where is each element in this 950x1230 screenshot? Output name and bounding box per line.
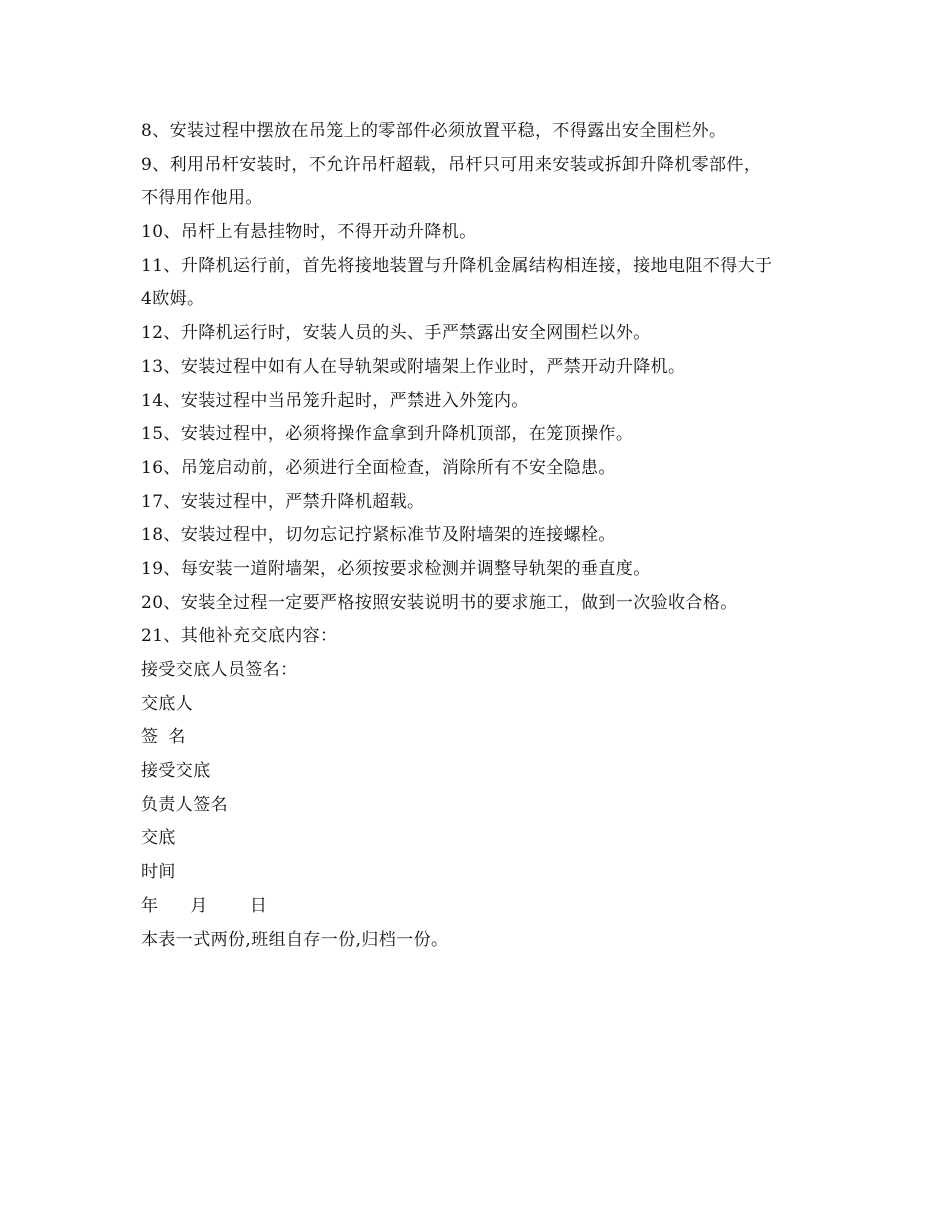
item-9: 9、利用吊杆安装时，不允许吊杆超载，吊杆只可用来安装或拆卸升降机零部件，: [141, 154, 762, 175]
sign-label: [141, 721, 821, 755]
year-label: 年: [141, 895, 159, 916]
receiver-label: 接受交底: [141, 761, 211, 782]
item-15: 15、安装过程中，必须将操作盒拿到升降机顶部，在笼顶操作。: [141, 424, 634, 445]
document-body: [141, 115, 821, 957]
item-21: 21、其他补充交底内容：: [141, 626, 338, 647]
item-11: 11、升降机运行前，首先将接地装置与升降机金属结构相连接，接地电阻不得大于: [141, 255, 773, 276]
item-16: 16、吊笼启动前，必须进行全面检查，消除所有不安全隐患。: [141, 457, 616, 478]
item-10: 10、吊杆上有悬挂物时，不得开动升降机。: [141, 222, 477, 243]
item-8: 8、安装过程中摆放在吊笼上的零部件必须放置平稳，不得露出安全围栏外。: [141, 121, 727, 141]
sign-char-2: 名: [168, 727, 186, 748]
item-13: 13、安装过程中如有人在导轨架或附墙架上作业时，严禁开动升降机。: [141, 356, 686, 377]
presenter-label: 交底人: [141, 693, 194, 714]
item-20: 20、安装全过程一定要严格按照安装说明书的要求施工，做到一次验收合格。: [141, 592, 738, 613]
month-label: 月: [190, 895, 208, 916]
item-14: 14、安装过程中当吊笼升起时，严禁进入外笼内。: [141, 390, 529, 411]
item-9-continued: 不得用作他用。: [141, 188, 263, 209]
time-label: 时间: [141, 862, 176, 883]
item-18: 18、安装过程中，切勿忘记拧紧标准节及附墙架的连接螺栓。: [141, 525, 616, 546]
leader-sign-label: 负责人签名: [141, 794, 228, 815]
item-19: 19、每安装一道附墙架，必须按要求检测并调整导轨架的垂直度。: [141, 558, 651, 579]
footer-note: 本表一式两份,班组自存一份,归档一份。: [141, 929, 449, 950]
sign-char-1: 签: [141, 727, 159, 748]
item-17: 17、安装过程中，严禁升降机超载。: [141, 491, 425, 512]
day-label: 日: [249, 895, 268, 916]
receiver-signature-label: 接受交底人员签名：: [141, 660, 298, 680]
item-12: 12、升降机运行时，安装人员的头、手严禁露出安全网围栏以外。: [141, 323, 651, 344]
date-line: [141, 890, 821, 924]
handover-label: 交底: [141, 828, 176, 849]
item-11-continued: 4欧姆。: [141, 289, 205, 310]
